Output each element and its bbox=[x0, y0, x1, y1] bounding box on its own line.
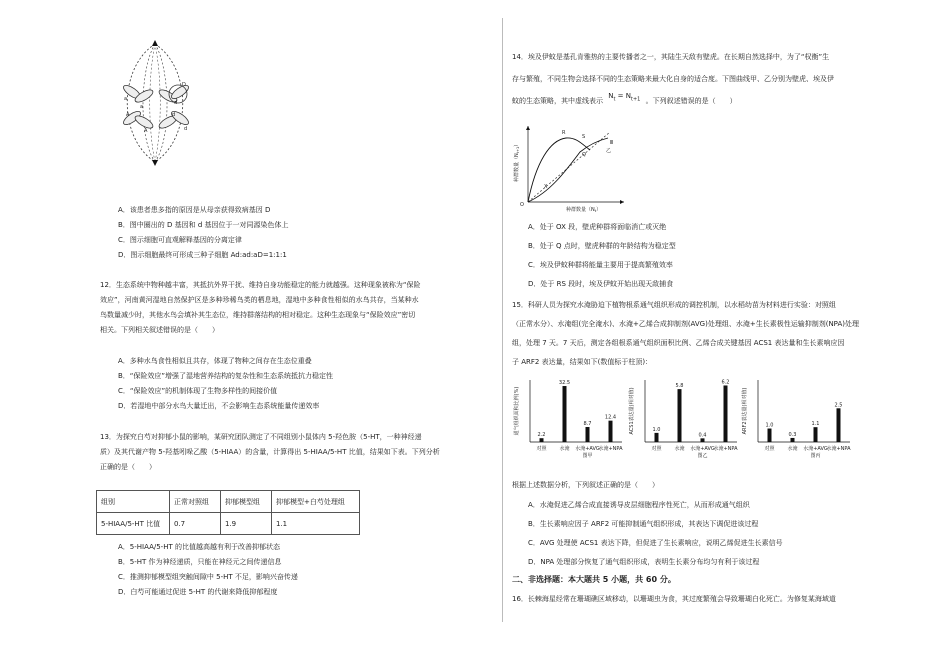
q12-line: 效应”，河南黄河湿地自然保护区是多种珍稀鸟类的栖息地，湿地中多种食性相似的水鸟共存，当某种水 bbox=[100, 296, 419, 304]
question-13 bbox=[100, 430, 495, 475]
cell-label: D bbox=[182, 82, 186, 88]
bar bbox=[586, 427, 590, 442]
curve-label: 乙 bbox=[606, 148, 612, 154]
option-b: B．图中圈出的 D 基因和 d 基因位于一对同源染色体上 bbox=[118, 221, 289, 229]
table-header-cell: 正常对照组 bbox=[170, 491, 221, 513]
y-axis-label: 通气组织面积比例(%) bbox=[514, 386, 520, 436]
table-row bbox=[97, 513, 360, 535]
data-label: 1.0 bbox=[652, 426, 661, 433]
option-a: A．处于 OX 段，壁虎种群将面临消亡或灭绝 bbox=[528, 223, 667, 231]
data-label: 2.5 bbox=[834, 402, 843, 409]
option-c: C．图示细胞可直观解释基因的分离定律 bbox=[118, 236, 242, 244]
formula: $N_t = N_{t+1}$ bbox=[608, 92, 641, 103]
option-a: A．该患者患多指的原因是从母亲获得致病基因 D bbox=[118, 206, 271, 214]
data-label: 0.4 bbox=[698, 432, 707, 439]
category-label: 水淹 bbox=[559, 446, 570, 452]
y-axis-label: 种群数量$(N_{t+1})$ bbox=[514, 141, 520, 182]
bar bbox=[540, 438, 544, 442]
category-label: 水淹 bbox=[674, 446, 685, 452]
table-header-row bbox=[97, 491, 360, 513]
bar bbox=[701, 438, 705, 442]
category-label: 水淹+AVG bbox=[575, 446, 600, 452]
q13-line: 13．为探究白芍对抑郁小鼠的影响，某研究团队测定了不同组别小鼠体内 5-羟色胺（5-HT，一种神经递 bbox=[100, 433, 422, 441]
q15-line: 组，处理 7 天。7 天后，测定各组根系通气组织面积比例、乙烯合成关键基因 ACS1 表达量和生长素响应因 bbox=[512, 339, 845, 347]
point-label: X bbox=[544, 184, 548, 190]
q14-line-3-start: 蚊的生态策略，其中虚线表示 bbox=[512, 97, 603, 105]
curve-label: Ⅲ bbox=[610, 140, 614, 146]
q13-options bbox=[118, 540, 298, 600]
bar bbox=[609, 421, 613, 442]
table-cell: 1.9 bbox=[221, 513, 272, 535]
cell-label: d bbox=[174, 100, 178, 106]
option-c: C．推测抑郁模型组突触间隙中 5-HT 不足，影响兴奋传递 bbox=[118, 573, 298, 581]
cell-label: A bbox=[126, 112, 130, 118]
q14-line: 存与繁殖，不同生物会选择不同的生态策略来最大化自身的适合度。下图曲线甲、乙分别为壁虎、埃及伊 bbox=[512, 75, 834, 83]
bar bbox=[678, 389, 682, 442]
category-label: 水淹+NPA bbox=[826, 446, 851, 452]
q15-line: 子 ARF2 表达量，结果如下(数值标于柱顶)： bbox=[512, 358, 653, 366]
point-label: Q bbox=[582, 152, 586, 158]
bar bbox=[791, 438, 795, 442]
category-label: 水淹+AVG bbox=[690, 446, 715, 452]
data-label: 0.3 bbox=[788, 431, 797, 438]
bar-chart-arf2 bbox=[738, 372, 858, 462]
y-axis-label: ACS1表达量(相对值) bbox=[629, 387, 635, 435]
table-cell: 0.7 bbox=[170, 513, 221, 535]
category-label: 水淹+AVG bbox=[803, 446, 828, 452]
category-label: 对照 bbox=[536, 446, 547, 452]
point-label: O bbox=[520, 202, 524, 208]
section-heading: 二、非选择题：本大题共 5 小题，共 60 分。 bbox=[512, 575, 676, 584]
table-header-cell: 组别 bbox=[97, 491, 170, 513]
point-label: R bbox=[562, 130, 566, 136]
category-label: 对照 bbox=[764, 446, 775, 452]
bar bbox=[724, 385, 728, 442]
x-axis-label: 种群数量$(N_t)$ bbox=[566, 207, 602, 212]
q15-options bbox=[528, 496, 783, 572]
cell-label: d bbox=[172, 112, 176, 118]
column-divider bbox=[502, 18, 503, 622]
bar bbox=[814, 427, 818, 442]
point-label: S bbox=[582, 134, 586, 140]
option-c: C．AVG 处理使 ACS1 表达下降，但促进了生长素响应，说明乙烯促进生长素信号 bbox=[528, 539, 783, 547]
option-b: B．“保险效应”增强了湿地营养结构的复杂性和生态系统抵抗力稳定性 bbox=[118, 372, 334, 380]
option-d: D．处于 RS 段时，埃及伊蚊开始出现天敌捕食 bbox=[528, 280, 674, 288]
data-label: 1.0 bbox=[765, 422, 774, 429]
option-b: B．5-HT 作为神经递质，只能在神经元之间传递信息 bbox=[118, 558, 282, 566]
category-label: 水淹+NPA bbox=[713, 446, 738, 452]
chart-caption: 图丙 bbox=[810, 453, 821, 459]
bar bbox=[563, 386, 567, 442]
q12-line: 鸟数量减少时，其他水鸟会填补其生态位，维持群落结构的相对稳定。这种生态现象与“保险效应”密切 bbox=[100, 311, 416, 319]
bar bbox=[837, 408, 841, 442]
q14-line-3 bbox=[512, 90, 912, 115]
q14-options bbox=[528, 218, 676, 294]
data-label: 8.7 bbox=[583, 421, 592, 428]
bar-chart-aerenchyma bbox=[510, 372, 630, 462]
table-header-cell: 抑郁模型+白芍处理组 bbox=[272, 491, 360, 513]
option-d: D．白芍可能通过促进 5-HT 的代谢来降低抑郁程度 bbox=[118, 588, 278, 596]
cell-label: A bbox=[144, 128, 148, 134]
q13-table bbox=[96, 490, 360, 535]
cell-label: d bbox=[184, 126, 188, 132]
bar bbox=[655, 433, 659, 442]
cell-label: a bbox=[140, 104, 144, 110]
bar bbox=[768, 429, 772, 442]
option-d: D．若湿地中部分水鸟大量迁出，不会影响生态系统能量传递效率 bbox=[118, 402, 320, 410]
category-label: 对照 bbox=[651, 446, 662, 452]
chart-caption: 图乙 bbox=[697, 453, 708, 459]
q14-line: 14．埃及伊蚊是基孔肯雅热的主要传播者之一，其陆生天敌有壁虎。在长期自然选择中，为了“权衡”生 bbox=[512, 53, 830, 61]
cell-label: a bbox=[124, 96, 128, 102]
chart-caption: 图甲 bbox=[582, 453, 593, 459]
data-label: 2.2 bbox=[537, 432, 546, 439]
table-cell: 5-HIAA/5-HT 比值 bbox=[97, 513, 170, 535]
option-a: A．多种水鸟食性相似且共存，体现了物种之间存在生态位重叠 bbox=[118, 357, 312, 365]
data-label: 32.5 bbox=[558, 380, 571, 387]
data-label: 5.8 bbox=[675, 383, 684, 390]
q12-line: 12．生态系统中物种越丰富，其抵抗外界干扰、维持自身功能稳定的能力就越强。这种现象被称为“保险 bbox=[100, 281, 421, 289]
option-b: B．处于 Q 点时，壁虎种群的年龄结构为稳定型 bbox=[528, 242, 676, 250]
table-header-cell: 抑郁模型组 bbox=[221, 491, 272, 513]
question-16: 16．长棘海星经常在珊瑚礁区域移动，以珊瑚虫为食，其过度繁殖会导致珊瑚白化死亡。为修复某海域道 bbox=[512, 595, 836, 603]
q15-line: 15．科研人员为探究水淹胁迫下植物根系通气组织形成的调控机制，以水稻幼苗为材料进行实验：对照组 bbox=[512, 301, 836, 309]
option-d: D．NPA 处理部分恢复了通气组织形成，表明生长素分布均匀有利于该过程 bbox=[528, 558, 760, 566]
option-d: D．图示细胞最终可形成三种子细胞 Ad:ad:aD=1:1:1 bbox=[118, 251, 287, 259]
q13-line: 质）及其代谢产物 5-羟基吲哚乙酸（5-HIAA）的含量，计算得出 5-HIAA/5-HT 比值，结果如下表。下列分析 bbox=[100, 448, 440, 456]
category-label: 水淹 bbox=[787, 446, 798, 452]
data-label: 1.1 bbox=[811, 421, 820, 428]
population-curve-graph bbox=[510, 122, 630, 212]
option-a: A．水淹促进乙烯合成直接诱导皮层细胞程序性死亡，从而形成通气组织 bbox=[528, 501, 750, 509]
option-c: C．埃及伊蚊种群将能量主要用于提高繁殖效率 bbox=[528, 261, 673, 269]
q13-line: 正确的是（ ） bbox=[100, 463, 156, 471]
q11-options bbox=[118, 203, 289, 263]
q12-line: 相关。下列相关叙述错误的是（ ） bbox=[100, 326, 219, 334]
q15-after: 根据上述数据分析，下列叙述正确的是（ ） bbox=[512, 481, 659, 489]
option-c: C．“保险效应”的机制体现了生物多样性的间接价值 bbox=[118, 387, 278, 395]
data-label: 6.2 bbox=[721, 379, 730, 386]
q14-line-3-end: 。下列叙述错误的是（ ） bbox=[645, 97, 737, 105]
option-a: A．5-HIAA/5-HT 的比值越高越有利于改善抑郁状态 bbox=[118, 543, 280, 551]
q12-options bbox=[118, 354, 333, 414]
y-axis-label: ARF2表达量(相对值) bbox=[742, 387, 748, 435]
meiosis-cell-figure bbox=[110, 38, 200, 168]
bar-chart-acs1 bbox=[625, 372, 745, 462]
data-label: 12.4 bbox=[604, 414, 617, 421]
category-label: 水淹+NPA bbox=[598, 446, 623, 452]
question-15 bbox=[512, 296, 912, 372]
question-12 bbox=[100, 278, 495, 338]
question-14 bbox=[512, 46, 912, 115]
option-b: B．生长素响应因子 ARF2 可能抑制通气组织形成，其表达下调促进该过程 bbox=[528, 520, 759, 528]
table-cell: 1.1 bbox=[272, 513, 360, 535]
q15-line: （正常水分）、水淹组(完全淹水)、水淹+乙烯合成抑制剂(AVG)处理组、水淹+生长素极性运输抑制剂(NPA)处理 bbox=[512, 320, 859, 328]
